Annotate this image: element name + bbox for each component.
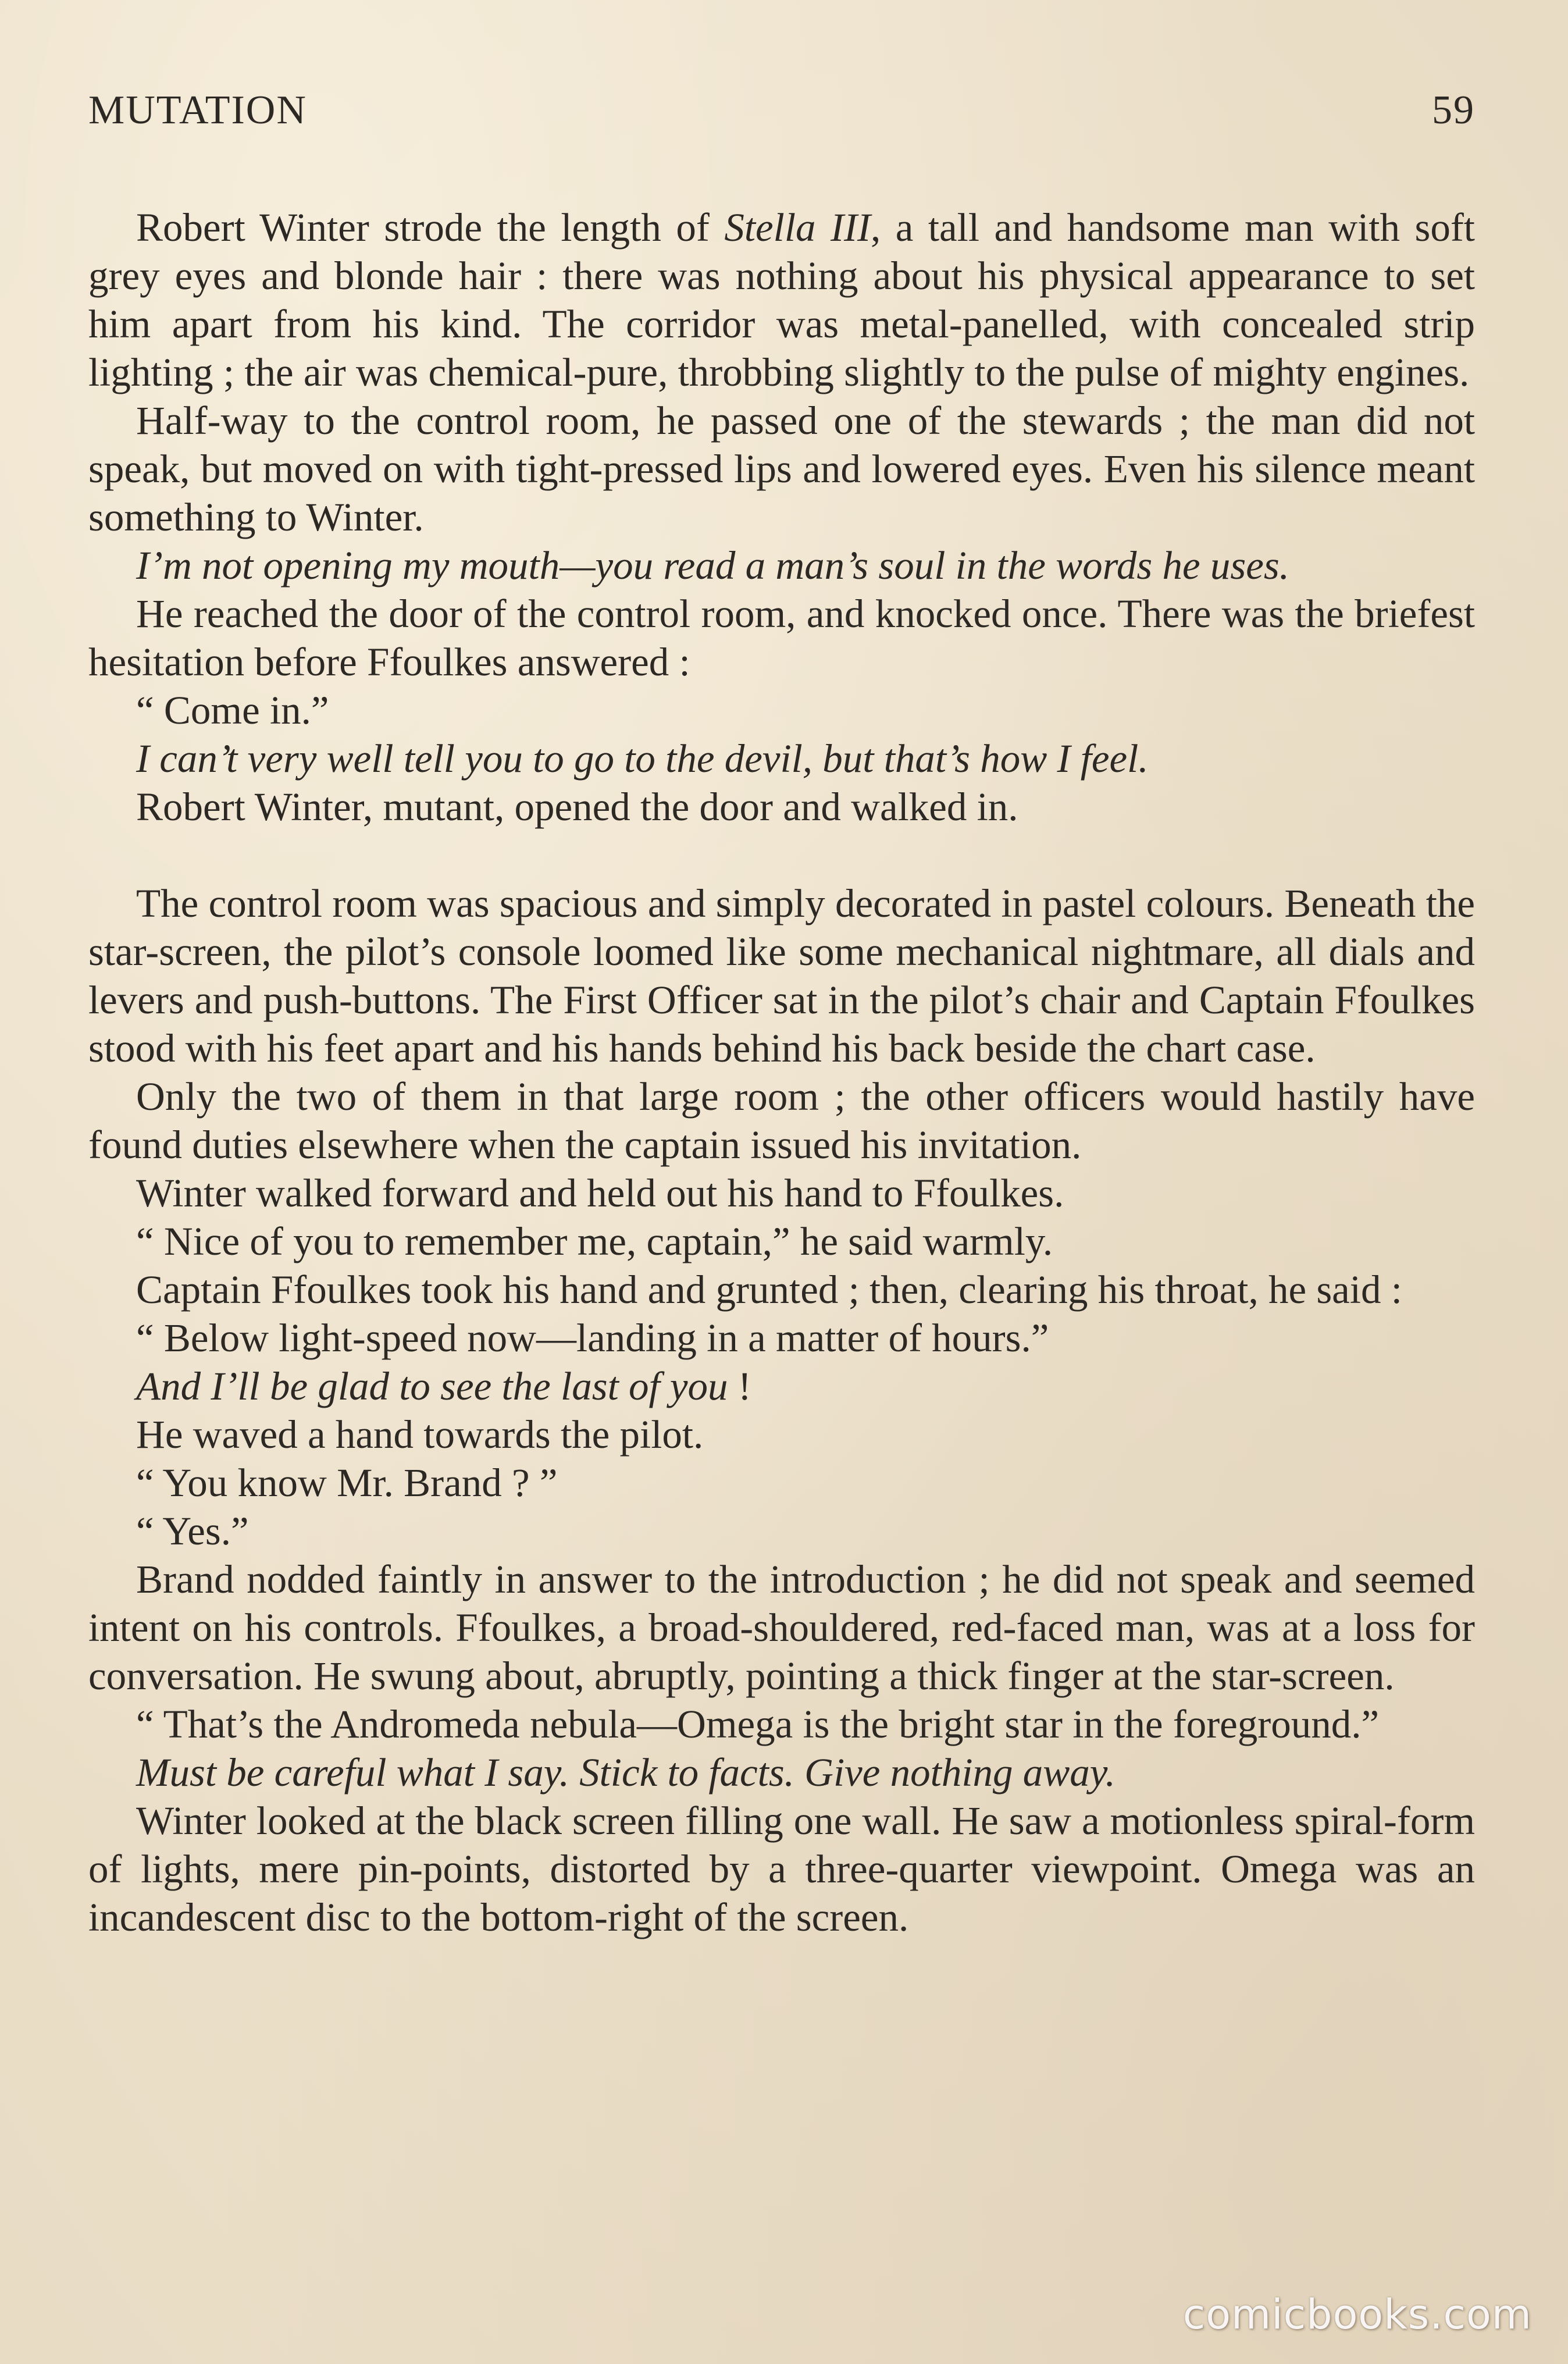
ship-name: Stella III (724, 205, 871, 250)
paragraph: He waved a hand towards the pilot. (136, 1412, 704, 1457)
paragraph: He reached the door of the control room, and knocked once. There was the briefest hesitation before Ffoulkes answered : (88, 592, 1475, 684)
paragraph: Half-way to the control room, he passed one of the stewards ; the man did not speak, but moved on with tight-pressed lips and lowered eyes. Even his silence meant something to Winter. (88, 398, 1475, 539)
paragraph: Robert Winter, mutant, opened the door and walked in. (136, 785, 1018, 829)
paragraph: Brand nodded faintly in answer to the introduction ; he did not speak and seemed intent on his controls. Ffoulkes, a broad-shouldered, red-faced man, was at a loss for conversation. He swung about, abruptly, pointing a thick finger at the star-screen. (88, 1557, 1475, 1698)
dialogue-line: “ Yes.” (136, 1509, 249, 1553)
dialogue-line: “ Below light-speed now—landing in a matter of hours.” (136, 1316, 1049, 1360)
paragraph: Only the two of them in that large room ; the other officers would hastily have found duties elsewhere when the captain issued his invitation. (88, 1074, 1475, 1167)
paragraph: Robert Winter strode the length of Stella III, a tall and handsome man with soft grey eyes and blonde hair : there was nothing about his physical appearance to set him apart from his kind. The corridor was metal-panelled, with concealed strip lighting ; the air was chemical-pure, throbbing slightly to the pulse of mighty engines. (88, 205, 1475, 394)
dialogue-line: “ Nice of you to remember me, captain,” he said warmly. (136, 1219, 1053, 1263)
book-page (88, 87, 1475, 1942)
body-text (88, 204, 1475, 1942)
paragraph: Winter walked forward and held out his hand to Ffoulkes. (136, 1171, 1064, 1215)
paragraph: The control room was spacious and simply decorated in pastel colours. Beneath the star-screen, the pilot’s console loomed like some mechanical nightmare, all dials and levers and push-buttons. The First Officer sat in the pilot’s chair and Captain Ffoulkes stood with his feet apart and his hands behind his back beside the chart case. (88, 881, 1475, 1070)
dialogue-line: “ That’s the Andromeda nebula—Omega is the bright star in the foreground.” (136, 1702, 1380, 1746)
thought-line: I’m not opening my mouth—you read a man’s soul in the words he uses. (136, 543, 1289, 588)
thought-line: And I’ll be glad to see the last of you ! (136, 1364, 751, 1408)
paragraph: Winter looked at the black screen filling one wall. He saw a motionless spiral-form of lights, mere pin-points, distorted by a three-quarter viewpoint. Omega was an incandescent disc to the bottom-right of the screen. (88, 1799, 1475, 1939)
running-head-title: MUTATION (88, 88, 307, 133)
watermark: comicbooks.com (1182, 2291, 1532, 2338)
thought-line: I can’t very well tell you to go to the devil, but that’s how I feel. (136, 736, 1149, 781)
page-number: 59 (1432, 88, 1475, 133)
paragraph: Captain Ffoulkes took his hand and grunted ; then, clearing his throat, he said : (136, 1268, 1402, 1312)
thought-line: Must be careful what I say. Stick to facts. Give nothing away. (136, 1750, 1116, 1795)
dialogue-line: “ Come in.” (136, 688, 329, 732)
section-break (88, 831, 1475, 880)
dialogue-line: “ You know Mr. Brand ? ” (136, 1461, 558, 1505)
running-head (88, 87, 1475, 151)
